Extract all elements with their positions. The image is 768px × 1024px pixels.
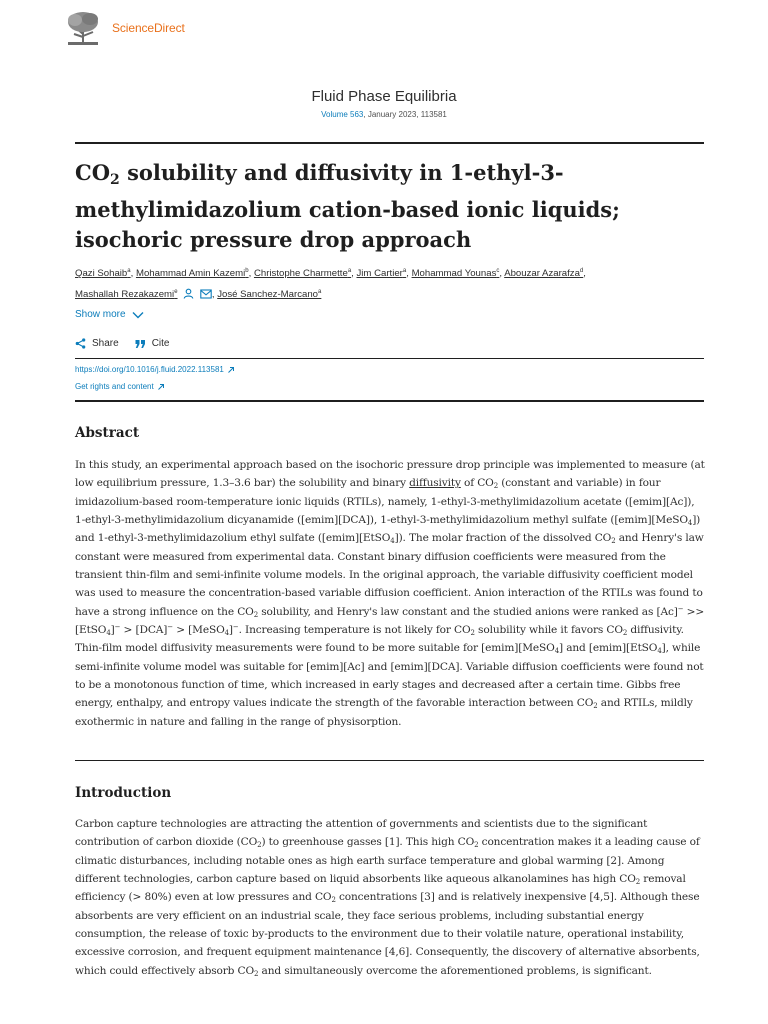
introduction-heading: Introduction: [75, 785, 172, 801]
share-label: Share: [92, 338, 119, 349]
diffusivity-link[interactable]: diffusivity: [409, 477, 461, 490]
article-title: $CO_2$ solubility and diffusivity in 1-ethyl-3-methylimidazolium cation-based ionic liquids; isochoric pressure drop approach: [75, 160, 620, 252]
volume-line: [0, 110, 768, 119]
author-link[interactable]: Mohammad Amin Kazemi$^b$: [135, 268, 249, 280]
chevron-down-icon: [132, 311, 144, 319]
issue-info: , January 2023, 113581: [363, 110, 447, 119]
article-actions: [75, 338, 169, 349]
actions-divider: [75, 358, 704, 359]
cite-button[interactable]: [135, 338, 170, 349]
cite-label: Cite: [151, 338, 170, 349]
rights-link[interactable]: [75, 382, 165, 391]
introduction-text: Carbon capture technologies are attracting the attention of governments and scientists due to the significant contribution of carbon dioxide $(CO_2)$ to greenhouse gasses [1]. This high $CO_2$ concentration makes it a leading cause of climatic disturbances, including notable ones as high earth surface temperature and global warming [2]. Among different technologies, carbon capture based on liquid absorbents like aqueous alkanolamines has high $CO_2$ removal efficiency (> 80%) even at low pressures and $CO_2$ concentrations [3] and is relatively inexpensive [4,5]. Although these absorbents are very efficient on an industrial scale, they face serious problems, including substantial energy consumption, the release of toxic by-products to the environment due to their volatile nature, operational instability, excessive corrosion, and frequent equipment maintenance [4,6]. Consequently, the discovery of alternative absorbents, which could effectively absorb $CO_2$ and simultaneously overcome the aforementioned problems, is significant.: [75, 818, 700, 978]
header-divider: [75, 142, 704, 144]
journal-name[interactable]: Fluid Phase Equilibria: [311, 88, 457, 105]
abstract-heading: Abstract: [75, 425, 140, 441]
show-more-label: Show more: [75, 309, 126, 320]
author-link[interactable]: Qazi Sohaib$^a$: [75, 268, 131, 280]
volume-link[interactable]: Volume 563: [321, 110, 364, 119]
sciencedirect-logo[interactable]: [64, 10, 185, 46]
email-icon[interactable]: [200, 289, 212, 299]
doi-link[interactable]: [75, 365, 235, 374]
elsevier-tree-icon: [64, 10, 102, 46]
author-list: Qazi Sohaib$^a$, Mohammad Amin Kazemi$^b$, Christophe Charmette$^a$, Jim Cartier$^a$, Mohammad Younas$^c$, Abouzar Azarafza$^d$, Mashallah Rezakazemi$^e$ , José Sanchez-Marcano$^a$: [75, 268, 586, 301]
author-link[interactable]: Mashallah Rezakazemi$^e$: [75, 289, 178, 301]
abstract-text: In this study, an experimental approach based on the isochoric pressure drop principle was implemented to measure (at low equilibrium pressure, 1.3–3.6 bar) the solubility and binary diffusivity of $CO_2$ (constant and variable) in four imidazolium-based room-temperature ionic liquids (RTILs), namely, 1-ethyl-3-methylimidazolium acetate ([emim][Ac]), 1-ethyl-3-methylimidazolium dicyanamide ([emim][DCA]), 1-ethyl-3-methylimidazolium methyl sulfate ([emim][MeSO$_4$]) and 1-ethyl-3-methylimidazolium ethyl sulfate ([emim][EtSO$_4$]). The molar fraction of the dissolved $CO_2$ and Henry's law constant were measured from experimental data. Constant binary diffusion coefficients were measured from the transient thin-film and semi-infinite volume models. In the original approach, the variable diffusivity coefficient model was used to measure the concentration-based variable diffusion coefficient. Anion interaction of the RTILs was found to have a strong influence on the $CO_2$ solubility, and Henry's law constant and the studied anions were ranked as [Ac]− >> [EtSO$_4$]− > [DCA]− > [MeSO$_4$]−. Increasing temperature is not likely for $CO_2$ solubility while it favors $CO_2$ diffusivity. Thin-film model diffusivity measurements were found to be more suitable for [emim][MeSO$_4$] and [emim][EtSO$_4$], while semi-infinite volume model was suitable for [emim][Ac] and [emim][DCA]. Variable diffusion coefficients were found not to be a monotonous function of time, which increased in early stages and decreased after a certain time. Gibbs free energy, enthalpy, and entropy values indicate the strength of the favorable interaction between $CO_2$ and RTILs, mildly exothermic in nature and falling in the range of physisorption.: [75, 459, 705, 728]
author-link[interactable]: Abouzar Azarafza$^d$: [504, 268, 584, 280]
author-link[interactable]: Jim Cartier$^a$: [356, 268, 407, 280]
quote-icon: [135, 339, 146, 349]
abstract-divider: [75, 400, 704, 402]
author-link[interactable]: Christophe Charmette$^a$: [253, 268, 352, 280]
external-link-icon: [227, 366, 235, 374]
share-icon: [75, 338, 86, 349]
external-link-icon: [157, 383, 165, 391]
introduction-divider: [75, 760, 704, 761]
person-icon[interactable]: [183, 288, 194, 299]
author-link[interactable]: Mohammad Younas$^c$: [411, 268, 500, 280]
brand-name: ScienceDirect: [112, 21, 185, 35]
author-link[interactable]: José Sanchez-Marcano$^a$: [217, 289, 322, 301]
show-more-button[interactable]: [75, 309, 144, 320]
share-button[interactable]: [75, 338, 119, 349]
rights-text: Get rights and content: [75, 382, 154, 391]
doi-text: https://doi.org/10.1016/j.fluid.2022.113581: [75, 365, 224, 374]
